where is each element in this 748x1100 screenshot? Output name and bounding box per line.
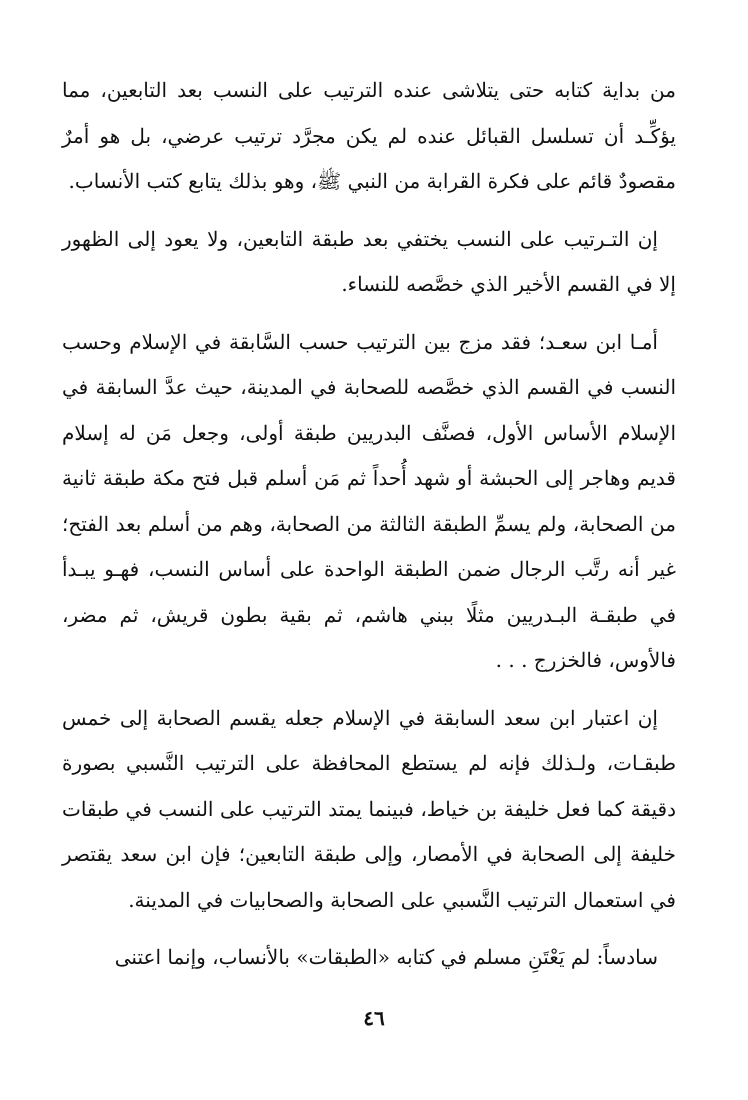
paragraph-3: أمـا ابن سعـد؛ فقد مزج بين الترتيب حسب السَّابقة في الإسلام وحسب النسب في القسم الذي خصَّصه للصحابة في المدينة، حيث عدَّ السابقة في الإسلام الأساس الأول، فصنَّف البدريين طبقة أولى، وجعل مَن له إسلام قديم وهاجر إلى الحبشة أو شهد أُحداً ثم مَن أسلم قبل فتح مكة طبقة ثانية من الصحابة، ولم يسمِّ الطبقة الثالثة من الصحابة، وهم من أسلم بعد الفتح؛ غير أنه رتَّب الرجال ضمن الطبقة الواحدة على أساس النسب، فهـو يبـدأ في طبقـة البـدريين مثلًا ببني هاشم، ثم بقية بطون قريش، ثم مضر، فالأوس، فالخزرج . . .: [62, 329, 676, 672]
page-number: ٤٦: [363, 1006, 385, 1030]
page-body: [62, 68, 676, 1068]
paragraph-5: سادساً: لم يَعْتَنِ مسلم في كتابه «الطبقات» بالأنساب، وإنما اعتنى: [114, 945, 658, 969]
paragraph-2: إن التـرتيب على النسب يختفي بعد طبقة التابعين، ولا يعود إلى الظهور إلا في القسم الأخير الذي خصَّصه للنساء.: [62, 226, 676, 296]
paragraph-1: من بداية كتابه حتى يتلاشى عنده الترتيب على النسب بعد التابعين، مما يؤكِّـد أن تسلسل القبائل عنده لم يكن مجرَّد ترتيب عرضي، بل هو أمرٌ مقصودٌ قائم على فكرة القرابة من النبي ﷺ، وهو بذلك يتابع كتب الأنساب.: [62, 78, 676, 193]
paragraph-4: إن اعتبار ابن سعد السابقة في الإسلام جعله يقسم الصحابة إلى خمس طبقـات، ولـذلك فإنه لم يستطع المحافظة على الترتيب النَّسبي بصورة دقيقة كما فعل خليفة بن خياط، فبينما يمتد الترتيب على النسب في طبقات خليفة إلى الصحابة في الأمصار، وإلى طبقة التابعين؛ فإن ابن سعد يقتصر في استعمال الترتيب النَّسبي على الصحابة والصحابيات في المدينة.: [62, 705, 676, 912]
